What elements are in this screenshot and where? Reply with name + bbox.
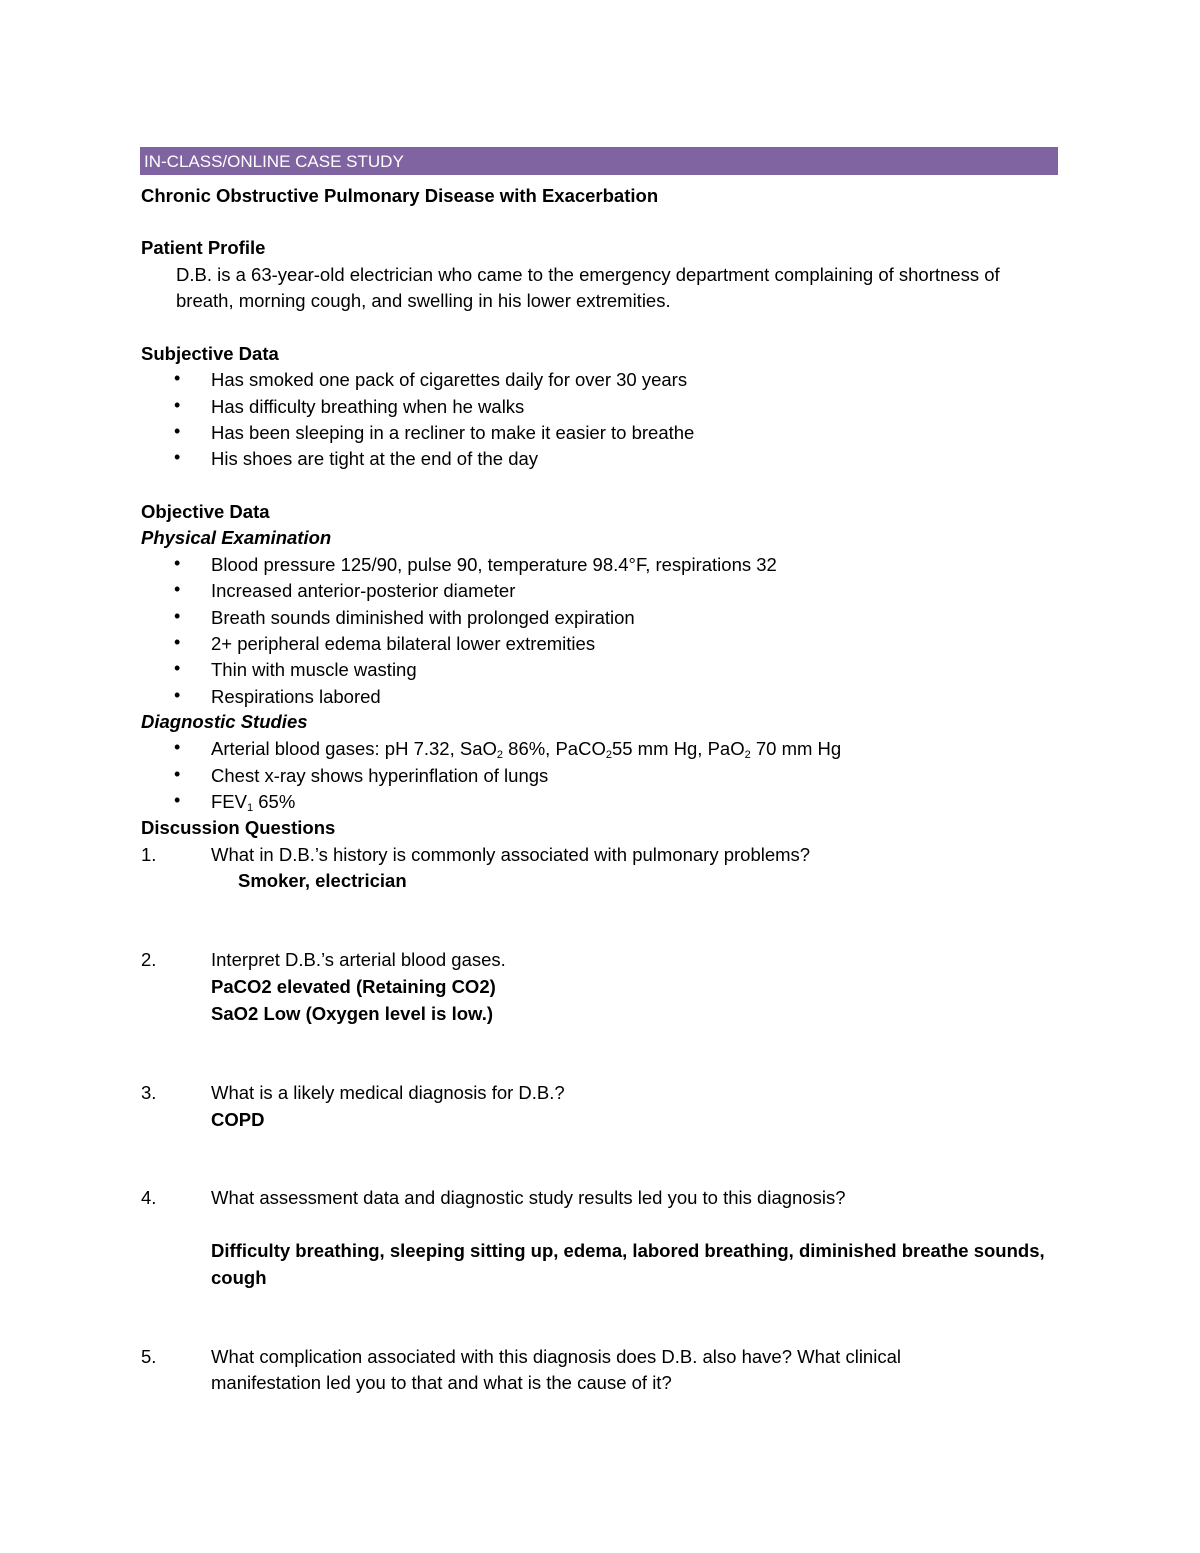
bullet-icon: • [174,632,181,652]
bullet-icon: • [174,553,181,573]
answer-text: COPD [211,1109,265,1130]
bullet-icon: • [174,790,181,810]
answer-text: Difficulty breathing, sleeping sitting up, edema, labored breathing, diminished breathe sounds, [211,1240,1045,1261]
patient-profile-line-1: D.B. is a 63-year-old electrician who came to the emergency department complaining of shortness of [176,264,1000,285]
discussion-heading: Discussion Questions [141,817,336,838]
subjective-item: Has been sleeping in a recliner to make it easier to breathe [211,422,695,443]
subjective-heading: Subjective Data [141,343,279,364]
question-text: What is a likely medical diagnosis for D.B.? [211,1082,565,1103]
bullet-icon: • [174,606,181,626]
answer-text: cough [211,1267,267,1288]
physical-exam-item: Breath sounds diminished with prolonged expiration [211,607,635,628]
question-number: 3. [141,1082,157,1103]
section-banner: IN-CLASS/ONLINE CASE STUDY [140,147,1058,175]
bullet-icon: • [174,395,181,415]
question-text: Interpret D.B.’s arterial blood gases. [211,949,506,970]
subjective-item: His shoes are tight at the end of the day [211,448,539,469]
question-number: 2. [141,949,157,970]
answer-text: Smoker, electrician [238,870,407,891]
physical-exam-item: 2+ peripheral edema bilateral lower extremities [211,633,596,654]
physical-exam-item: Increased anterior-posterior diameter [211,580,516,601]
physical-exam-item: Respirations labored [211,686,381,707]
fev-item: $FEV_1$ 65% [211,791,296,814]
subjective-item: Has smoked one pack of cigarettes daily for over 30 years [211,369,688,390]
subjective-item: Has difficulty breathing when he walks [211,396,525,417]
patient-profile-line-2: breath, morning cough, and swelling in his lower extremities. [176,290,671,311]
physical-exam-item: Blood pressure 125/90, pulse 90, temperature 98.4°F, respirations 32 [211,554,777,575]
bullet-icon: • [174,421,181,441]
answer-text: SaO2 Low (Oxygen level is low.) [211,1003,494,1024]
question-number: 1. [141,844,157,865]
bullet-icon: • [174,685,181,705]
abg-item: Arterial blood gases: pH 7.32, SaO$_2$ 86%, PaCO$_2$55 mm Hg, PaO$_2$ 70 mm Hg [211,738,842,761]
question-number: 5. [141,1346,157,1367]
question-text: What assessment data and diagnostic study results led you to this diagnosis? [211,1187,846,1208]
xray-item: Chest x-ray shows hyperinflation of lungs [211,765,549,786]
question-number: 4. [141,1187,157,1208]
question-text: What in D.B.’s history is commonly associated with pulmonary problems? [211,844,811,865]
patient-profile-heading: Patient Profile [141,237,266,258]
bullet-icon: • [174,658,181,678]
diagnostic-studies-heading: Diagnostic Studies [141,711,308,732]
bullet-icon: • [174,579,181,599]
answer-text: PaCO2 elevated (Retaining CO2) [211,976,496,997]
bullet-icon: • [174,368,181,388]
bullet-icon: • [174,737,181,757]
case-title: Chronic Obstructive Pulmonary Disease with Exacerbation [141,185,659,206]
bullet-icon: • [174,447,181,467]
question-text: manifestation led you to that and what is the cause of it? [211,1372,672,1393]
bullet-icon: • [174,764,181,784]
question-text: What complication associated with this diagnosis does D.B. also have? What clinical [211,1346,901,1367]
objective-heading: Objective Data [141,501,270,522]
physical-exam-item: Thin with muscle wasting [211,659,417,680]
physical-exam-heading: Physical Examination [141,527,332,548]
